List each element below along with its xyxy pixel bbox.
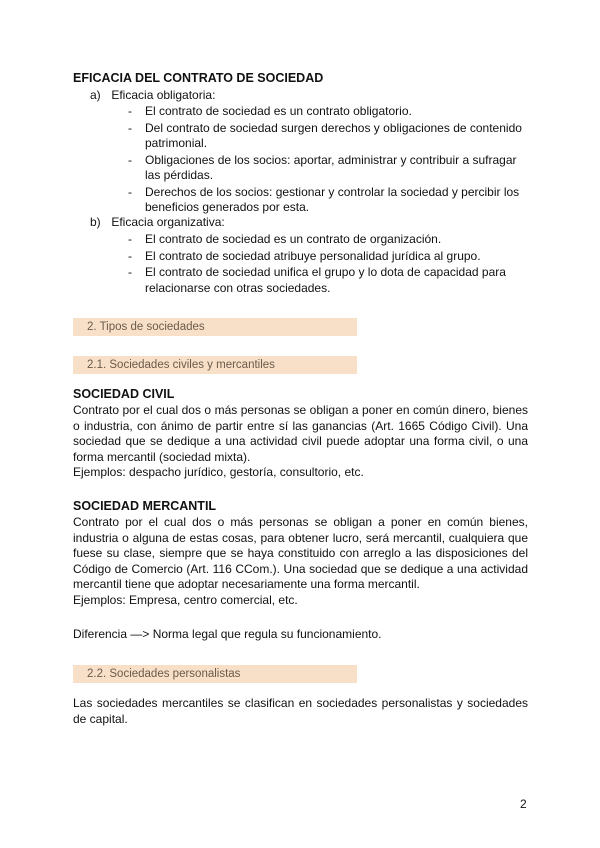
organizativa-list — [126, 232, 528, 296]
obligatoria-list — [126, 104, 528, 216]
subsection-label: a) — [90, 88, 101, 102]
list-item: - El contrato de sociedad es un contrato obligatorio. — [126, 104, 528, 120]
subsection-title: Eficacia obligatoria: — [111, 88, 216, 102]
sociedad-mercantil-examples: Ejemplos: Empresa, centro comercial, etc. — [73, 592, 298, 607]
subsection-label: b) — [90, 215, 101, 229]
subsection-eficacia-obligatoria — [90, 88, 215, 104]
sociedad-civil-examples: Ejemplos: despacho jurídico, gestoría, consultorio, etc. — [73, 465, 364, 479]
section-band-tipos — [73, 318, 357, 336]
sociedad-mercantil-heading: SOCIEDAD MERCANTIL — [73, 499, 217, 513]
section-band-civiles-mercantiles — [73, 356, 357, 374]
list-item: - Obligaciones de los socios: aportar, administrar y contribuir a sufragar las pérdidas. — [126, 153, 528, 184]
subsection-title: Eficacia organizativa: — [111, 215, 225, 229]
sociedad-mercantil-body: Contrato por el cual dos o más personas se obligan a poner en común bienes, industria o alguna de estas cosas, para obtener lucro, será mercantil, cualquiera que fuese su clase, siempre que se haya constituido con arreglo a las disposiciones del Código de Comercio (Art. 116 CCom.). Una sociedad que se dedique a una actividad mercantil tiene que adoptar necesariamente una forma mercantil. — [73, 515, 528, 591]
section-band-personalistas — [73, 665, 357, 683]
sociedad-civil-body: Contrato por el cual dos o más personas se obligan a poner en común dinero, bienes o industria, con ánimo de partir entre sí las ganancias (Art. 1665 Código Civil). Una sociedad que se dedique a una actividad civil puede adoptar una forma civil, o una forma mercantil (sociedad mixta). — [73, 403, 528, 464]
list-item: - El contrato de sociedad es un contrato de organización. — [126, 232, 528, 248]
list-item: - Derechos de los socios: gestionar y controlar la sociedad y percibir los beneficios generados por esta. — [126, 185, 528, 216]
list-item: - El contrato de sociedad atribuye personalidad jurídica al grupo. — [126, 249, 528, 265]
subsection-eficacia-organizativa — [90, 215, 225, 231]
personalistas-paragraph: Las sociedades mercantiles se clasifican en sociedades personalistas y sociedades de capital. — [73, 696, 528, 726]
band-label: 2.1. Sociedades civiles y mercantiles — [87, 359, 275, 371]
band-label: 2. Tipos de sociedades — [87, 321, 205, 333]
sociedad-civil-heading: SOCIEDAD CIVIL — [73, 387, 175, 401]
sociedad-civil-paragraph — [73, 403, 528, 481]
page-number: 2 — [520, 797, 527, 811]
list-item: - El contrato de sociedad unifica el grupo y lo dota de capacidad para relacionarse con otras sociedades. — [126, 265, 528, 296]
band-label: 2.2. Sociedades personalistas — [87, 668, 241, 680]
diferencia-line: Diferencia —> Norma legal que regula su funcionamiento. — [73, 627, 382, 641]
sociedad-mercantil-paragraph — [73, 515, 528, 608]
section-title: EFICACIA DEL CONTRATO DE SOCIEDAD — [73, 71, 324, 85]
list-item: - Del contrato de sociedad surgen derechos y obligaciones de contenido patrimonial. — [126, 121, 528, 152]
